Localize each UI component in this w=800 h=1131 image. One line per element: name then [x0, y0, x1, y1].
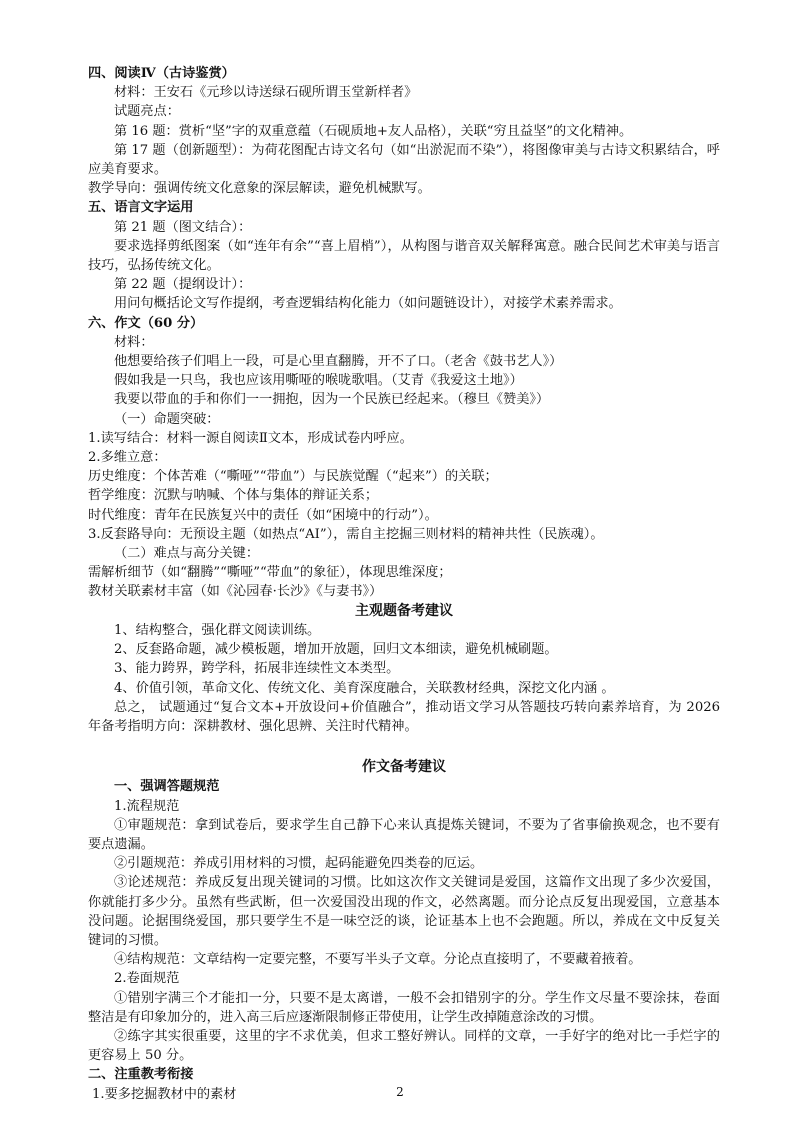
paragraph: 哲学维度：沉默与呐喊、个体与集体的辩证关系；: [88, 488, 379, 504]
paragraph: ③论述规范：养成反复出现关键词的习惯。比如这次作文关键词是爱国，这篇作文出现了多少次爱国，你就能打多少分。虽然有些武断，但一次爱国没出现的作文，必然离题。而分论点反复出现爱国，立意基本没问题。论据围绕爱国，那只要学生不是一味空泛的谈，论证基本上也不会跑题。所以，养成在文中反复关键词的习惯。: [88, 875, 720, 948]
paragraph: 教材关联素材丰富（如《沁园春·长沙》《与妻书》）: [88, 584, 383, 600]
subheading: 2.卷面规范: [114, 971, 180, 987]
paragraph: 第 17 题（创新题型）：为荷花图配古诗文名句（如“出淤泥而不染”），将图像审美与古诗文积累结合，呼应美育要求。: [88, 142, 720, 178]
quote-line: 假如我是一只鸟，我也应该用嘶哑的喉咙歌唱。（艾青《我爱这土地》）: [114, 373, 523, 389]
paragraph: ②引题规范：养成引用材料的习惯，起码能避免四类卷的厄运。: [114, 856, 484, 872]
paragraph: 1.要多挖掘教材中的素材: [92, 1086, 237, 1102]
quote-line: 我要以带血的手和你们一一拥抱，因为一个民族已经起来。（穆旦《赞美》）: [114, 392, 550, 408]
paragraph: 1.读写结合：材料一源自阅读Ⅱ文本，形成试卷内呼应。: [88, 430, 413, 446]
section-heading: 四、阅读Ⅳ（古诗鉴赏）: [88, 66, 235, 81]
paragraph: 需解析细节（如“翻腾”“嘶哑”“带血”的象征），体现思维深度；: [88, 565, 452, 581]
paragraph: 要求选择剪纸图案（如“连年有余”“喜上眉梢”），从构图与谐音双关解释寓意。融合民间艺术审美与语言技巧，弘扬传统文化。: [88, 238, 720, 274]
paragraph: 第 21 题（图文结合）：: [114, 219, 252, 235]
section-title: 作文备考建议: [362, 759, 446, 776]
page-content: [88, 64, 720, 1104]
paragraph: 用问句概括论文写作提纲，考查逻辑结构化能力（如问题链设计），对接学术素养需求。: [114, 296, 622, 312]
list-item: 3、能力跨界，跨学科，拓展非连续性文本类型。: [114, 661, 400, 677]
list-item: 1、结构整合，强化群文阅读训练。: [114, 622, 321, 638]
paragraph: 材料：王安石《元珍以诗送绿石砚所谓玉堂新样者》: [114, 85, 418, 101]
paragraph: ①错别字满三个才能扣一分，只要不是太离谱，一般不会扣错别字的分。学生作文尽量不要涂抹，卷面整洁是有印象加分的，进入高三后应逐渐限制修正带使用，让学生改掉随意涂改的习惯。: [88, 990, 720, 1025]
section-heading: 五、语言文字运用: [88, 200, 194, 216]
paragraph: 第 22 题（提纲设计）：: [114, 277, 252, 293]
section-heading: 六、作文（60 分）: [88, 315, 204, 331]
paragraph: 试题亮点：: [114, 104, 180, 120]
paragraph: 3.反套路导向：无预设主题（如热点“AI”），需自主挖掘三则材料的精神共性（民族魂）。: [88, 526, 604, 542]
paragraph: 2.多维立意：: [88, 450, 167, 466]
section-title: 主观题备考建议: [355, 602, 453, 619]
paragraph: 历史维度：个体苦难（“嘶哑”“带血”）与民族觉醒（“起来”）的关联；: [88, 469, 498, 485]
subheading: （二）难点与高分关键：: [114, 546, 260, 562]
section-heading: 二、注重教考衔接: [88, 1067, 194, 1083]
page-number: 2: [396, 1085, 404, 1099]
subheading: 1.流程规范: [114, 798, 180, 814]
paragraph: 总之， 试题通过“复合文本+开放设问+价值融合”，推动语文学习从答题技巧转向素养培育，为 2026 年备考指明方向：深耕教材、强化思辨、关注时代精神。: [88, 699, 720, 734]
paragraph: 材料：: [114, 334, 154, 350]
section-heading: 一、强调答题规范: [114, 779, 220, 795]
quote-line: 他想要给孩子们唱上一段，可是心里直翻腾，开不了口。（老舍《鼓书艺人》）: [114, 354, 563, 370]
list-item: 2、反套路命题，减少模板题，增加开放题，回归文本细读，避免机械刷题。: [114, 642, 558, 658]
paragraph: 第 16 题：赏析“坚”字的双重意蕴（石砚质地+友人品格），关联“穷且益坚”的文化精神。: [114, 123, 633, 139]
paragraph: ②练字其实很重要，这里的字不求优美，但求工整好辨认。同样的文章，一手好字的绝对比一手烂字的更容易上 50 分。: [88, 1028, 720, 1064]
paragraph: 时代维度：青年在民族复兴中的责任（如“困境中的行动”）。: [88, 507, 438, 523]
list-item: 4、价值引领，革命文化、传统文化、美育深度融合，关联教材经典，深挖文化内涵 。: [114, 680, 615, 696]
subheading: （一）命题突破：: [114, 411, 220, 427]
paragraph: 教学导向：强调传统文化意象的深层解读，避免机械默写。: [88, 181, 431, 197]
paragraph: ④结构规范：文章结构一定要完整，不要写半头子文章。分论点直接明了，不要藏着掖着。: [114, 952, 642, 968]
paragraph: ①审题规范：拿到试卷后，要求学生自己静下心来认真提炼关键词，不要为了省事偷换观念，也不要有要点遗漏。: [88, 817, 720, 852]
